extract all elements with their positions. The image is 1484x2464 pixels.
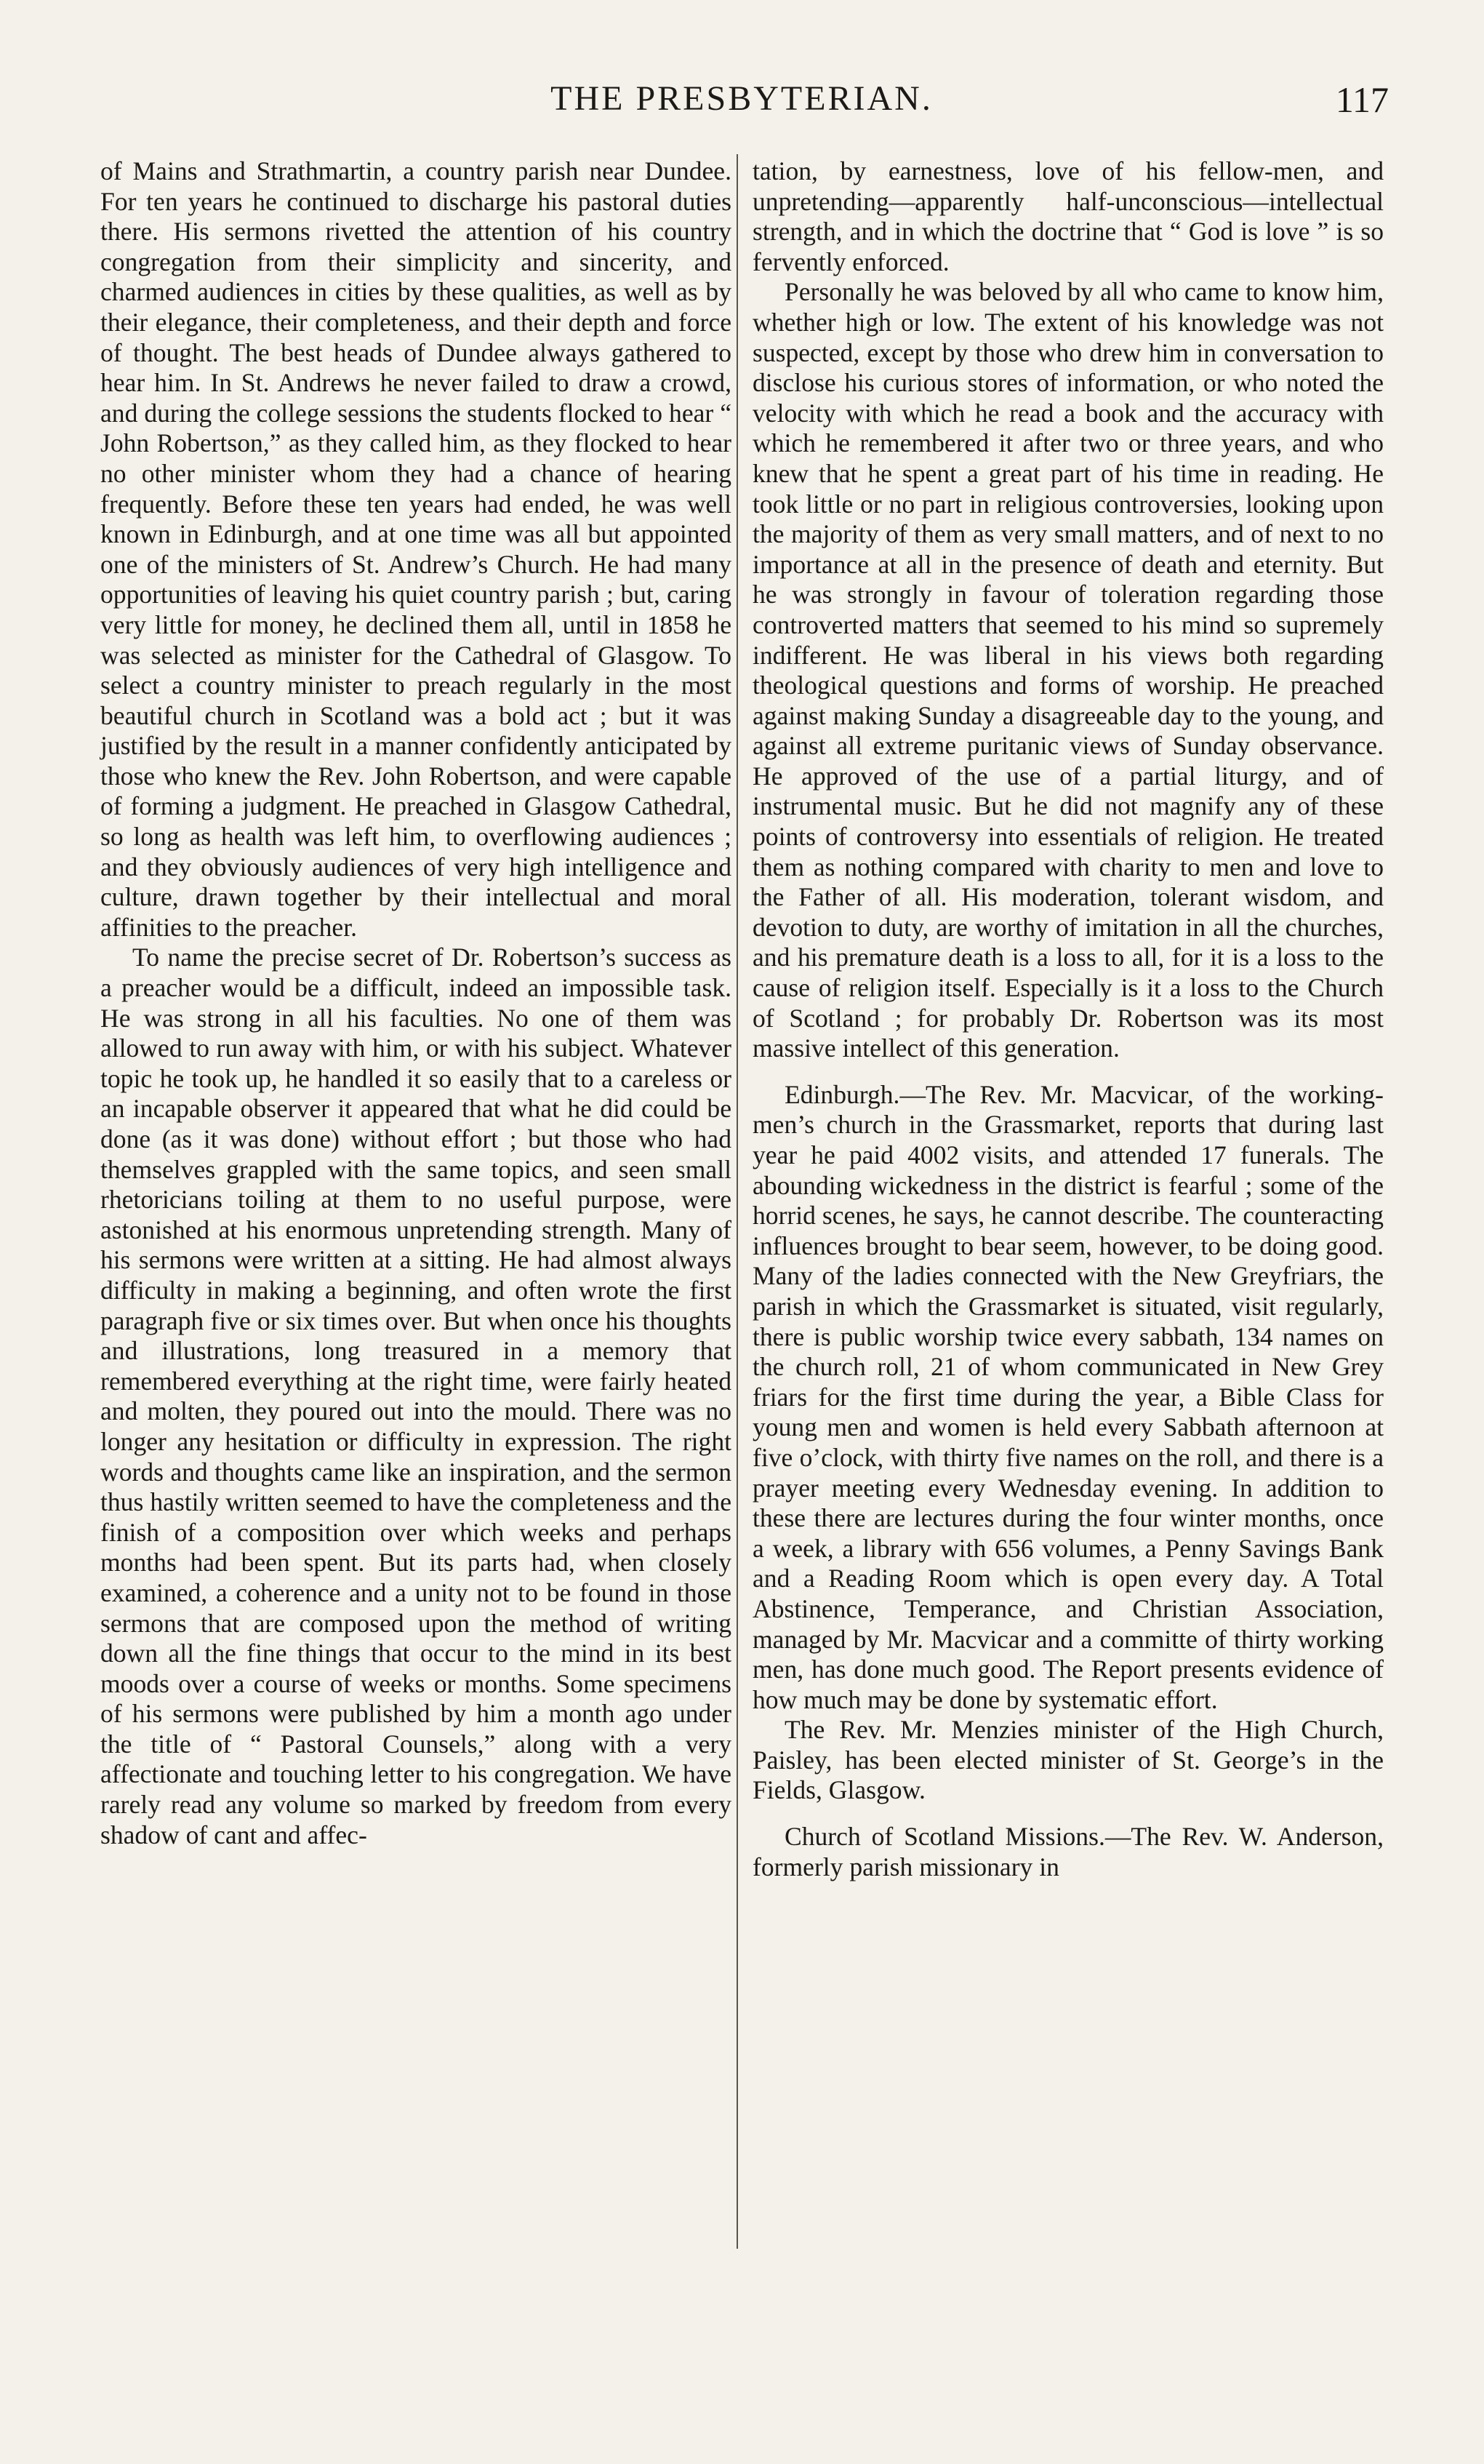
paragraph-edinburgh: Edinburgh.—The Rev. Mr. Macvicar, of the working-men’s church in the Grassmarket, reports that during last year he paid 4002 visits, and attended 17 funerals. The abounding wickedness in the district is fearful ; some of the horrid scenes, he says, he cannot describe. The counteracting influences brought to bear seem, however, to be doing good. Many of the ladies connected with the New Greyfriars, the parish in which the Grassmarket is situated, visit regularly, there is public worship twice every sabbath, 134 names on the church roll, 21 of whom communicated in New Grey friars for the first time during the year, a Bible Class for young men and women is held every Sabbath afternoon at five o’clock, with thirty five names on the roll, and there is a prayer meeting every Wednesday evening. In addition to these there are lectures during the four winter months, once a week, a library with 656 volumes, a Penny Savings Bank and a Reading Room which is open every day. A Total Abstinence, Temperance, and Christian Association, managed by Mr. Macvicar and a committe of thirty working men, has done much good. The Report presents evidence of how much may be done by systematic effort.	[753, 1079, 1384, 1714]
paragraph-missions: Church of Scotland Missions.—The Rev. W. Anderson, formerly parish missionary in	[753, 1822, 1384, 1881]
paragraph: of Mains and Strathmartin, a country parish near Dundee. For ten years he continued to discharge his pastoral duties there. His sermons rivetted the attention of his country congregation from their simplicity and sincerity, and charmed audiences in cities by these qualities, as well as by their elegance, their completeness, and their depth and force of thought. The best heads of Dundee always gathered to hear him. In St. Andrews he never failed to draw a crowd, and during the college sessions the students flocked to hear “ John Robertson,” as they called him, as they flocked to hear no other minister whom they had a chance of hearing frequently. Before these ten years had ended, he was well known in Edinburgh, and at one time was all but appointed one of the ministers of St. Andrew’s Church. He had many opportunities of leaving his quiet country parish ; but, caring very little for money, he declined them all, until in 1858 he was selected as minister for the Cathedral of Glasgow. To select a country minister to preach regularly in the most beautiful church in Scotland was a bold act ; but it was justified by the result in a manner confidently anticipated by those who knew the Rev. John Robertson, and were capable of forming a judgment. He preached in Glasgow Cathedral, so long as health was left him, to overflowing audiences ; and they obviously audiences of very high intelligence and culture, drawn together by their intellectual and moral affinities to the preacher.	[100, 156, 731, 942]
paragraph: To name the precise secret of Dr. Robertson’s success as a preacher would be a difficult, indeed an impossible task. He was strong in all his faculties. No one of them was allowed to run away with him, or with his subject. Whatever topic he took up, he handled it so easily that to a careless or an incapable observer it appeared that what he did could be done (as it was done) without effort ; but those who had themselves grappled with the same topics, and seen small rhetoricians toiling at them to no useful purpose, were astonished at his enormous unpretending strength. Many of his sermons were written at a sitting. He had almost always difficulty in making a beginning, and often wrote the first paragraph five or six times over. But when once his thoughts and illustrations, long treasured in a memory that remembered everything at the right time, were fairly heated and molten, they poured out into the mould. There was no longer any hesitation or difficulty in expression. The right words and thoughts came like an inspiration, and the sermon thus hastily written seemed to have the completeness and the finish of a composition over which weeks and perhaps months had been spent. But its parts had, when closely examined, a coherence and a unity not to be found in those sermons that are composed upon the method of writing down all the fine things that occur to the mind in its best moods over a course of weeks or months. Some specimens of his sermons were published by him a month ago under the title of “ Pastoral Counsels,” along with a very affectionate and touching letter to his congregation. We have rarely read any volume so marked by freedom from every shadow of cant and affec-	[100, 943, 731, 1849]
left-column	[100, 156, 731, 1850]
paragraph-menzies: The Rev. Mr. Menzies minister of the High Church, Paisley, has been elected minister of St. George’s in the Fields, Glasgow.	[753, 1715, 1384, 1805]
paragraph: tation, by earnestness, love of his fellow-men, and unpretending—apparently half-unconscious—intellectual strength, and in which the doctrine that “ God is love ” is so fervently enforced.	[753, 156, 1384, 276]
journal-title: THE PRESBYTERIAN.	[550, 79, 933, 118]
running-header	[95, 79, 1389, 129]
column-divider	[737, 154, 738, 2249]
paragraph: Personally he was beloved by all who came to know him, whether high or low. The extent of his knowledge was not suspected, except by those who drew him in conversation to disclose his curious stores of information, or who noted the velocity with which he read a book and the accuracy with which he remembered it after two or three years, and who knew that he spent a great part of his time in reading. He took little or no part in religious controversies, looking upon the majority of them as very small matters, and of next to no importance at all in the presence of death and eternity. But he was strongly in favour of toleration regarding those controverted matters that seemed to his mind so supremely indifferent. He was liberal in his views both regarding theological questions and forms of worship. He preached against making Sunday a disagreeable day to the young, and against all extreme puritanic views of Sunday observance. He approved of the use of a partial liturgy, and of instrumental music. But he did not magnify any of these points of controversy into essentials of religion. He treated them as nothing compared with charity to men and love to the Father of all. His moderation, tolerant wisdom, and devotion to duty, are worthy of imitation in all the churches, and his premature death is a loss to all, for it is a loss to the cause of religion itself. Especially is it a loss to the Church of Scotland ; for probably Dr. Robertson was its most massive intellect of this generation.	[753, 277, 1384, 1063]
right-column	[753, 156, 1384, 1882]
page-number: 117	[1335, 79, 1389, 120]
